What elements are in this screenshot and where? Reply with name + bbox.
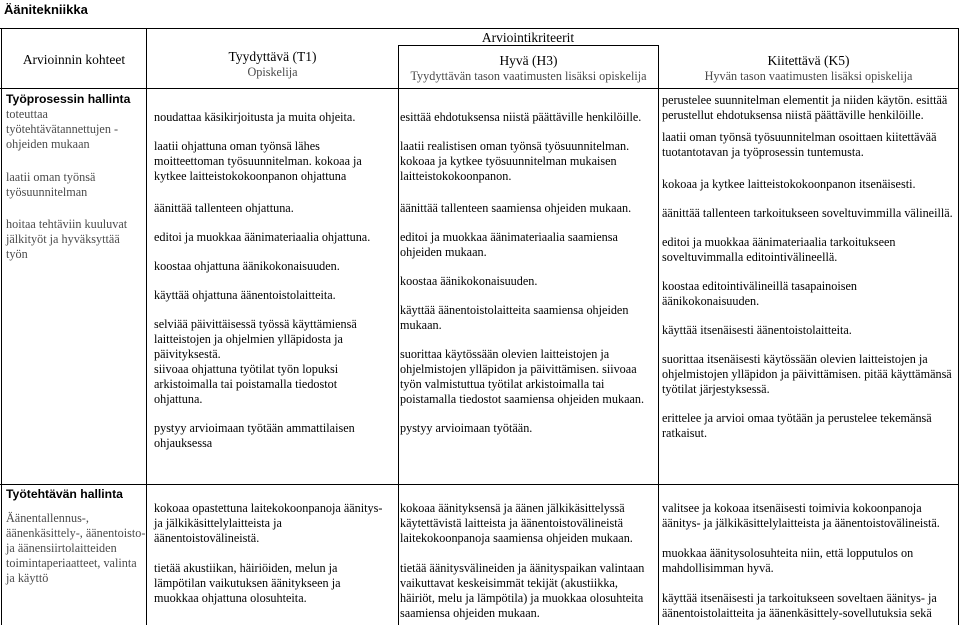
criterion-item: tietää äänitysvälineiden ja äänityspaikan valintaan vaikuttavat keskeisimmät tekijät (akustiikka, häiriöt, melu ja lämpötila) ja muokkaa olosuhteita saamiensa ohjeiden mukaan. xyxy=(400,561,645,620)
header-bottom-border xyxy=(0,88,958,89)
section1-heading: Työprosessin hallinta xyxy=(6,92,131,106)
column-divider-1 xyxy=(146,28,147,625)
header-h3 xyxy=(399,53,658,84)
section2-targets xyxy=(6,487,146,586)
criterion-item: editoi ja muokkaa äänimateriaalia ohjattuna. xyxy=(154,230,371,244)
table-top-border xyxy=(0,28,958,29)
criterion-item: tietää akustiikan, häiriöiden, melun ja lämpötilan vaikutuksen äänitykseen ja muokkaa ohjattuna olosuhteita. xyxy=(154,561,341,605)
criterion-item: käyttää äänentoistolaitteita saamiensa ohjeiden mukaan. xyxy=(400,303,629,332)
criterion-item: pystyy arvioimaan työtään ammattilaisen ohjauksessa xyxy=(154,421,355,450)
criterion-item: äänittää tallenteen tarkoitukseen soveltuvimmilla välineillä. xyxy=(662,206,953,220)
column-divider-3 xyxy=(658,45,659,625)
criterion-item: laatii oman työnsä työsuunnitelman osoittaen kiitettävää tuotantotavan ja työprosessin tuntemusta. xyxy=(662,130,937,159)
criterion-item: pystyy arvioimaan työtään. xyxy=(400,421,533,435)
criterion-item: äänittää tallenteen saamiensa ohjeiden mukaan. xyxy=(400,201,632,215)
criterion-item: käyttää itsenäisesti ja tarkoitukseen soveltaen äänitys- ja äänentoistolaitteita ja äänenkäsittely-sovellutuksia sekä xyxy=(662,591,937,620)
criterion-item: selviää päivittäisessä työssä käyttämiensä laitteistojen ja ohjelmien ylläpidosta ja päivityksestä. xyxy=(154,317,357,361)
section1-targets xyxy=(6,92,142,262)
h3-title: Hyvä (H3) xyxy=(499,53,558,68)
criterion-item: editoi ja muokkaa äänimateriaalia tarkoitukseen soveltuvimmalla editointivälineellä. xyxy=(662,235,896,264)
criterion-item: erittelee ja arvioi omaa työtään ja perustelee tekemänsä ratkaisut. xyxy=(662,411,932,440)
criterion-item: käyttää itsenäisesti äänentoistolaitteita. xyxy=(662,323,852,337)
criterion-item: kokoaa äänityksensä ja äänen jälkikäsittelyssä käytettävistä laitteista ja äänentoistovälineistä laitekokoonpanoja saamiensa ohjeiden mukaan. xyxy=(400,501,633,545)
criterion-item: editoi ja muokkaa äänimateriaalia saamiensa ohjeiden mukaan. xyxy=(400,230,618,259)
target-item: Äänentallennus-, äänenkäsittely-, äänentoisto- ja äänensiirtolaitteiden toimintaperiaatteet, valinta ja käyttö xyxy=(6,511,146,585)
h3-upper-criteria xyxy=(400,110,650,436)
criterion-item: laatii ohjattuna oman työnsä lähes moitteettoman työsuunnitelman. kokoaa ja kytkee laitteistokokoonpanon ohjattuna xyxy=(154,139,362,183)
t1-subtitle: Opiskelija xyxy=(247,65,298,79)
header-col1-label: Arvioinnin kohteet xyxy=(22,52,126,67)
criterion-item: koostaa editointivälineillä tasapainoisen äänikokonaisuuden. xyxy=(662,279,857,308)
criterion-item: käyttää ohjattuna äänentoistolaitteita. xyxy=(154,288,336,302)
table-left-border xyxy=(1,28,2,625)
h3-lower-criteria xyxy=(400,501,650,621)
criterion-item: koostaa äänikokonaisuuden. xyxy=(400,274,538,288)
criterion-item: kokoaa opastettuna laitekokoonpanoja äänitys- ja jälkikäsittelylaitteista ja äänentoistovälineistä. xyxy=(154,501,383,545)
t1-title: Tyydyttävä (T1) xyxy=(228,49,317,64)
criteria-title: Arviointikriteerit xyxy=(481,30,575,45)
table-right-border xyxy=(958,28,959,625)
criterion-item: siivoaa ohjattuna työtilat työn lopuksi arkistoimalla tai poistamalla tiedostot ohjattuna. xyxy=(154,362,339,406)
criterion-item: valitsee ja kokoaa itsenäisesti toimivia kokoonpanoja äänitys- ja jälkikäsittelylaitteista ja äänentoistovälineistä. xyxy=(662,501,940,530)
k5-title: Kiitettävä (K5) xyxy=(767,53,850,68)
criterion-item: laatii realistisen oman työnsä työsuunnitelman. kokoaa ja kytkee työsuunnitelman mukaisen laitteistokokoonpanon. xyxy=(400,139,630,183)
criterion-item: muokkaa äänitysolosuhteita niin, että lopputulos on mahdollisimman hyvä. xyxy=(662,546,914,575)
criterion-item: kokoaa ja kytkee laitteistokokoonpanon itsenäisesti. xyxy=(662,177,916,191)
t1-upper-criteria xyxy=(154,110,388,451)
t1-lower-criteria xyxy=(154,501,388,606)
criterion-item: äänittää tallenteen ohjattuna. xyxy=(154,201,294,215)
k5-subtitle: Hyvän tason vaatimusten lisäksi opiskelija xyxy=(704,69,913,83)
criterion-item: noudattaa käsikirjoitusta ja muita ohjeita. xyxy=(154,110,356,124)
target-item: toteuttaa työtehtävätannettujen -ohjeiden mukaan xyxy=(6,107,119,151)
criterion-item: suorittaa itsenäisesti käytössään olevien laitteistojen ja ohjelmistojen ylläpidon ja päivittämisen. pitää käyttämänsä työtilat järjestyksessä. xyxy=(662,352,952,396)
criterion-item: perustelee suunnitelman elementit ja niiden käytön. esittää perustellut ehdotuksensa niistä päättäville henkilöille. xyxy=(662,93,948,122)
section2-heading: Työtehtävän hallinta xyxy=(6,487,123,501)
section-title: Äänitekniikka xyxy=(4,2,88,17)
header-t1 xyxy=(147,49,398,80)
header-k5 xyxy=(659,53,958,84)
criterion-item: koostaa ohjattuna äänikokonaisuuden. xyxy=(154,259,340,273)
k5-upper-criteria xyxy=(662,93,954,441)
h3-subtitle: Tyydyttävän tason vaatimusten lisäksi opiskelija xyxy=(410,69,647,83)
section-divider xyxy=(0,484,958,485)
header-assessment-targets xyxy=(2,52,146,68)
header-criteria xyxy=(398,30,658,46)
target-item: hoitaa tehtäviin kuuluvat jälkityöt ja hyväksyttää työn xyxy=(6,217,128,261)
target-item: laatii oman työnsä työsuunnitelman xyxy=(6,170,96,199)
column-divider-2 xyxy=(398,45,399,625)
k5-lower-criteria xyxy=(662,501,954,621)
criterion-item: esittää ehdotuksensa niistä päättäville henkilöille. xyxy=(400,110,642,124)
criterion-item: suorittaa käytössään olevien laitteistojen ja ohjelmistojen ylläpidon ja päivittämisen. siivoaa työn valmistuttua työtilat arkistoimalla tai poistamalla tiedostot saamiensa ohjeiden mukaan. xyxy=(400,347,645,406)
